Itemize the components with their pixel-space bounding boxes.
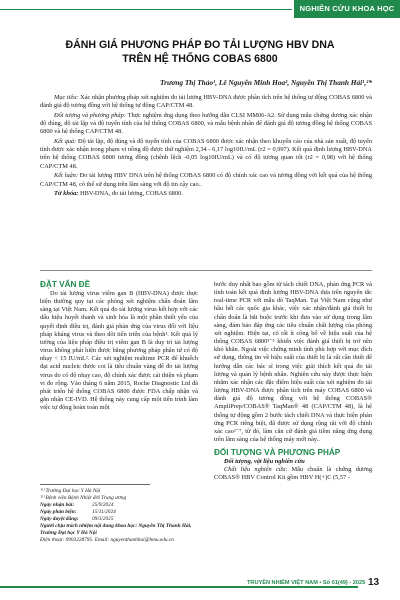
intro-continued: bước duy nhất bao gồm từ tách chiết DNA, phản ứng PCR và tính toán kết quả định lượng HBV-DNA dựa trên nguyên tắc real-time PCR với mẫu dò TaqMan. Tại Việt Nam cũng như hầu hết các quốc gia khác, việc xác nhận/đánh giá thiết bị chẩn đoán là bắt buộc trước khi đưa vào sử dụng trong lâm sàng, đảm bảo đáp ứng các tiêu chuẩn chất lượng của phòng xét nghiệm. Hiện tại, có rất ít công bố về hiệu suất của hệ thống COBAS 6800³⁻⁵ khiến việc đánh giá thiết bị trở nên khó khăn. Ngoài việc chứng minh tính phù hợp với mục đích sử dụng, thông tin về hiệu suất của thiết bị là rất cần thiết để hướng dẫn các bác sĩ trong việc giải thích kết quả đo tải lượng và quản lý bệnh nhân. Nghiên cứu này được thực hiện nhằm xác nhận các đặc điểm hiệu suất của xét nghiệm đo tải lượng HBV-DNA được phân tích trên máy COBAS 6800 và đánh giá độ tương đồng với hệ thống COBAS® AmpliPrep/COBAS® TaqMan® 48 (CAP/CTM 48), là hệ thống tự động gồm 2 bước tách chiết DNA và thực hiện phản ứng PCR riêng biệt, đã được sử dụng rộng rãi với độ chính xác cao²⁻⁷, từ đó, làm căn cứ đánh giá tiềm năng ứng dụng trên lâm sàng của hệ thống máy mới này..: [214, 281, 372, 443]
abstract: [40, 94, 372, 200]
received-row: Ngày nhận bài: 25/9/2024: [40, 502, 114, 508]
intro-paragraph: Do tải lượng virus viêm gan B (HBV-DNA) được thực hiện thường quy tại các phòng xét nghiệm chẩn đoán lâm sàng tại Việt Nam. Kết quả đo tải lượng virus kết hợp với các dấu hiệu huyết thanh và sinh hóa là một phần thiết yếu của quyết định điều trị, đánh giá phản ứng của virus đối với liệu pháp kháng virus và theo dõi tiến triển của bệnh¹. Kết quả lý tưởng của liệu pháp điều trị viêm gan B là duy trì tải lượng virus không phát hiện được bằng phương pháp phân tử có độ nhạy < 15 IU/mL². Các xét nghiệm realtime PCR để khuếch đại acid nucleic được coi là tiêu chuẩn vàng để đo tải lượng virus do có độ nhạy cao, độ chính xác được cải thiện và phạm vi đo rộng. Vào tháng 6 năm 2015, Roche Diagnostic Ltd đã phát triển hệ thống COBAS 6800 được FDA chấp nhận và gắn nhãn CE-IVD. Hệ thống này cung cấp một tiến trình làm việc tự động hoàn toàn một: [40, 290, 198, 412]
affiliation-1: ⁽¹⁾ Trường Đại học Y Hà Nội: [40, 488, 101, 494]
contact-info: Điện thoại: 0903228795. Email: nguyenthanhhai@hmu.edu.vn: [40, 537, 174, 543]
abstract-methods: Đối tượng và phương pháp: Thực nghiệm ứng dụng theo hướng dẫn CLSI MM06-A2. Sử dụng mẫu chứng dương xác nhận độ đúng, độ tái lặp và độ tuyến tính của hệ thống COBAS 6800, và mẫu bệnh nhân để đánh giá độ tương đồng hệ thống COBAS 6800 và hệ thống CAP/CTM 48.: [40, 111, 373, 136]
footnotes: [40, 484, 198, 544]
page-number: 13: [368, 577, 380, 588]
intro-heading: ĐẶT VẤN ĐỀ: [40, 280, 91, 289]
body-column-right: [214, 281, 372, 483]
footnote-rule: [40, 484, 150, 485]
abstract-keywords: Từ khóa: HBV-DNA, đo tải lượng, COBAS 6800.: [54, 190, 183, 198]
affiliation-2: ⁽²⁾ Bệnh viện Bệnh Nhiệt đới Trung ương: [40, 495, 127, 501]
page-footer: [0, 578, 400, 598]
author-list: Trương Thị Thảo¹, Lê Nguyễn Minh Hoa², Nguyễn Thị Thanh Hải¹,²*: [160, 78, 372, 87]
methods-heading: ĐỐI TƯỢNG VÀ PHƯƠNG PHÁP: [214, 448, 341, 458]
abstract-objective: Mục tiêu: Xác nhận phương pháp xét nghiệm đo tải lượng HBV-DNA được phân tích trên hệ thống tự động COBAS 6800 và đánh giá độ tương đồng với hệ thống tự động CAP/CTM 48.: [40, 94, 373, 110]
title-line-2: TRÊN HỆ THỐNG COBAS 6800: [122, 53, 278, 65]
section-tag: NGHIÊN CỨU KHOA HỌC: [294, 0, 400, 18]
journal-name: TRUYỀN NHIỄM VIỆT NAM • Số 01(49) - 2025: [244, 580, 368, 586]
header-rule: [0, 9, 292, 10]
reviewed-row: Ngày phản biện: 15/11/2024: [40, 509, 116, 515]
body-column-left: [40, 279, 198, 412]
materials-paragraph: Chất liệu nghiên cứu: Mẫu chuẩn là chứng dương COBAS® HBV Control Kit gồm HBV H(+)C (5,57 -: [214, 466, 372, 482]
title-line-1: ĐÁNH GIÁ PHƯƠNG PHÁP ĐO TẢI LƯỢNG HBV DNA: [65, 39, 335, 51]
article-title: [40, 38, 360, 66]
abstract-conclusion: Kết luận: Đo tải lượng HBV DNA trên hệ thống COBAS 6800 có độ chính xác cao và tương đồng với kết quả của hệ thống CAP/CTM 48, có thể sử dụng trên lâm sàng với độ tin cậy cao..: [40, 172, 372, 188]
corresponding-author: Người chịu trách nhiệm nội dung khoa học: Nguyễn Thị Thanh Hải, Trường Đại học Y Hà Nội: [40, 523, 192, 536]
materials-subheading: Đối tượng, vật liệu nghiên cứu: [224, 458, 305, 466]
accepted-row: Ngày duyệt đăng: 09/3/2025: [40, 516, 114, 522]
abstract-results: Kết quả: Độ tái lặp, độ đúng và độ tuyến tính của COBAS 6800 được xác nhận theo khuyến cáo của nhà sản xuất, độ tuyến tính được xác nhận trong phạm vi nồng độ được thử nghiệm 2,34 - 6,17 log10IU/mL (r2 = 0,997). Kết quả định lượng HBV-DNA trên hệ thống COBAS 6800 tương đồng (chênh lệch -0,05 log10IU/mL) và có độ tương quan tốt (r2 = 0,98) với hệ thống CAP/CTM 48.: [40, 137, 372, 170]
footer-rule: [0, 586, 358, 588]
abstract-divider: [40, 270, 372, 271]
header-bar: [0, 0, 400, 16]
